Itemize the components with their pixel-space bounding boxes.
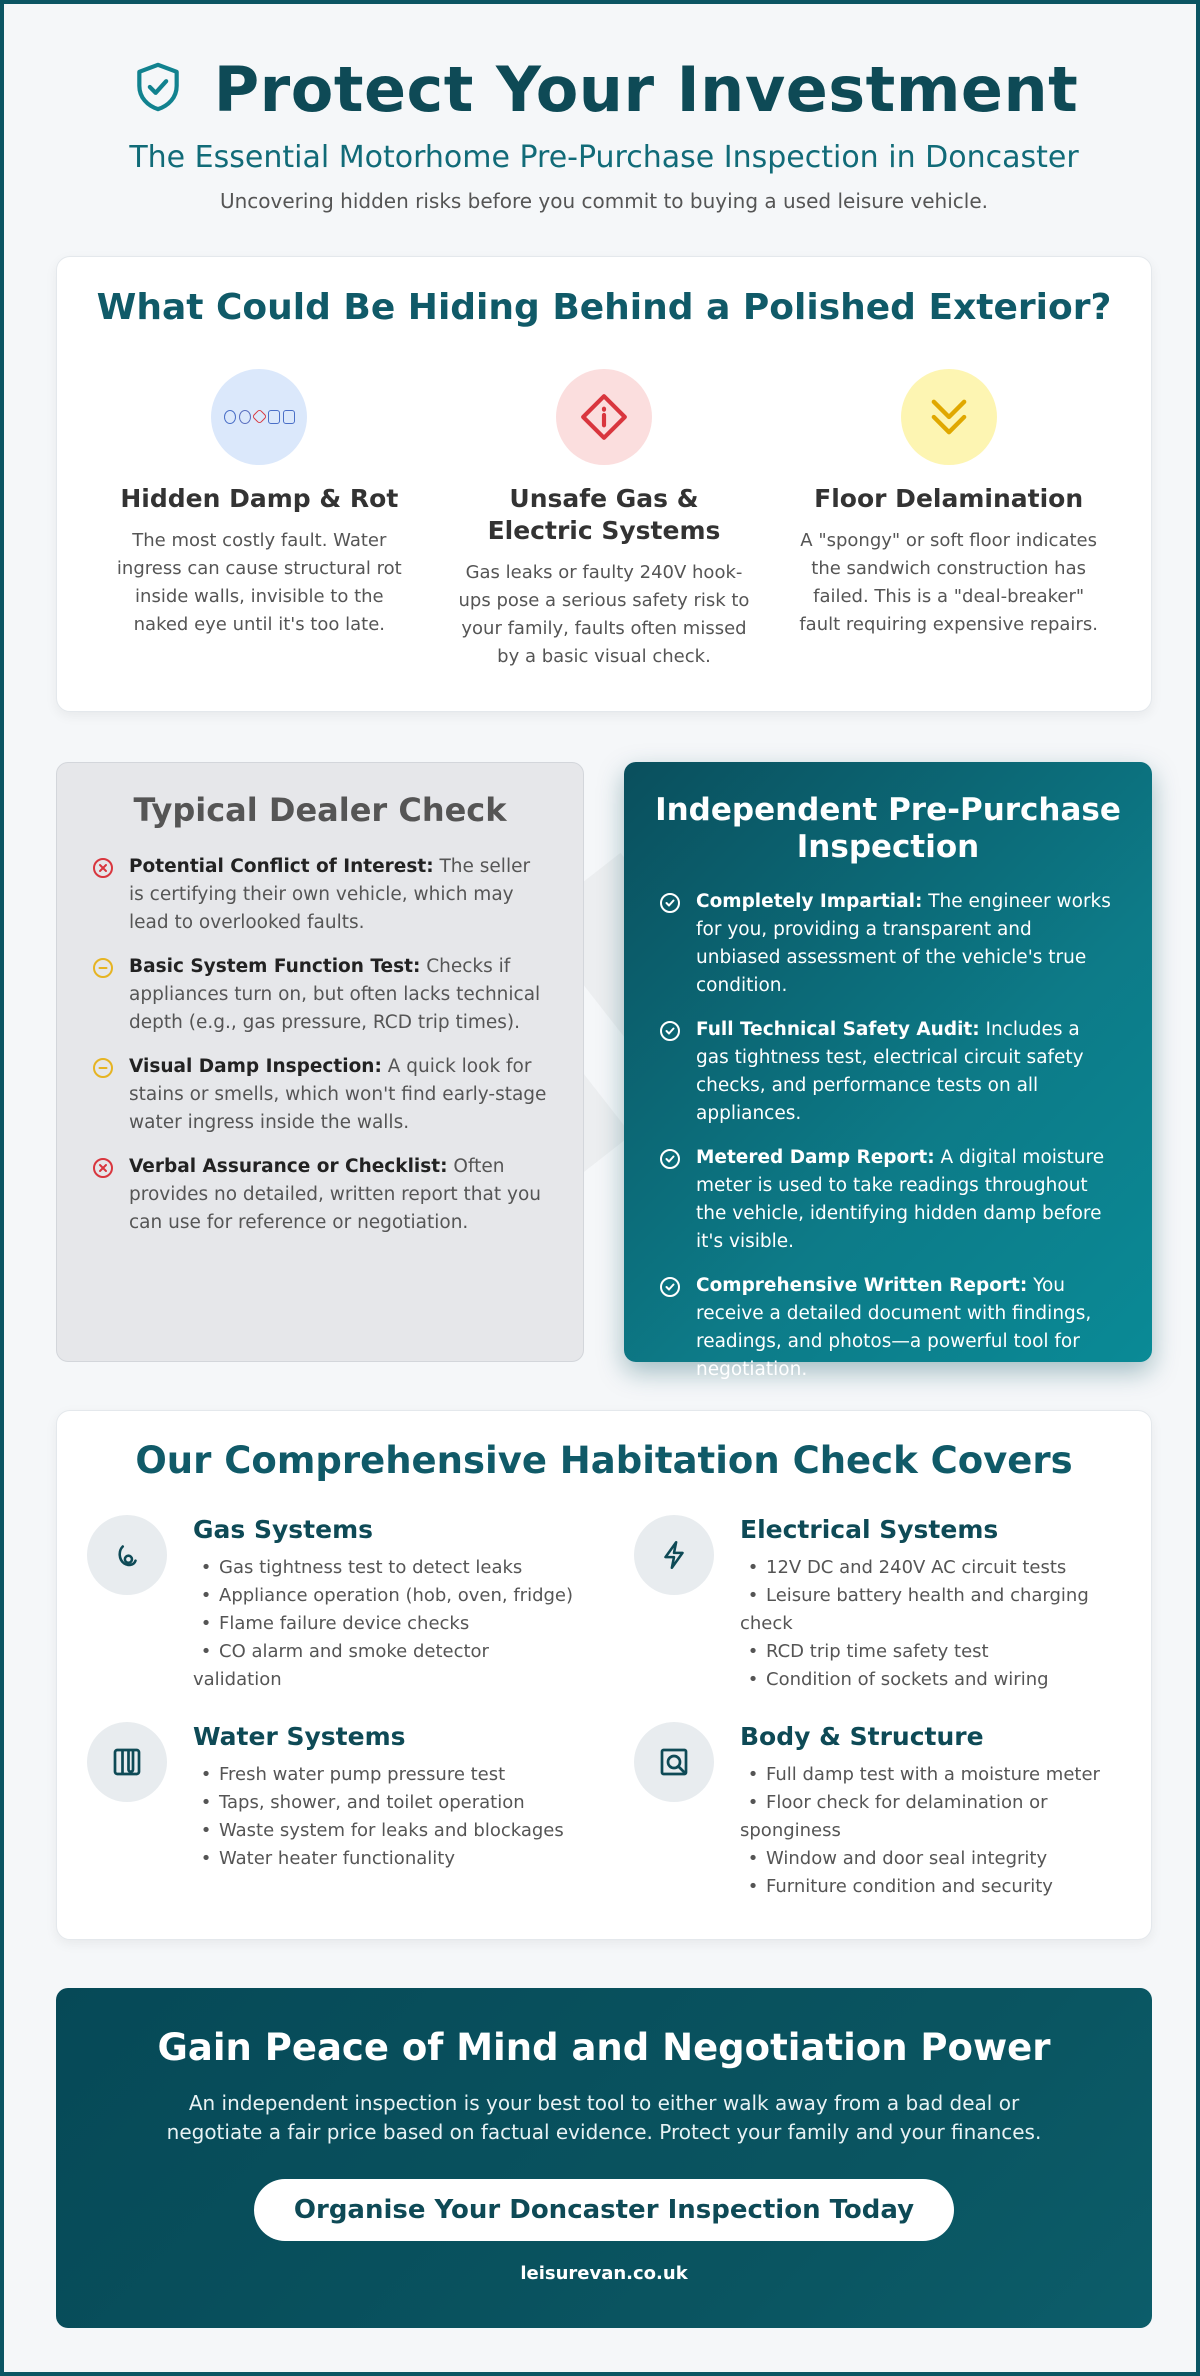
gas-flame-icon	[87, 1515, 167, 1595]
check-circle-icon	[658, 1147, 682, 1171]
coverage-item-title: Water Systems	[193, 1722, 406, 1751]
point-bold: Basic System Function Test:	[129, 956, 421, 977]
x-circle-icon	[91, 1156, 115, 1180]
minus-circle-icon	[91, 956, 115, 980]
risk-title: Unsafe Gas & Electric Systems	[487, 484, 721, 545]
page-title: Protect Your Investment	[213, 52, 1079, 126]
coverage-points	[740, 1761, 1127, 1901]
risk-text: Gas leaks or faulty 240V hook-ups pose a serious safety risk to your family, faults often missed by a basic visual check.	[458, 562, 750, 667]
check-circle-icon	[658, 1019, 682, 1043]
point-bold: Potential Conflict of Interest:	[129, 856, 434, 877]
point-bold: Comprehensive Written Report:	[696, 1275, 1028, 1296]
document-icons	[211, 369, 307, 465]
coverage-point: • Full damp test with a moisture meter	[740, 1761, 1127, 1789]
coverage-title: Our Comprehensive Habitation Check Covers	[135, 1439, 1073, 1482]
coverage-point: • Leisure battery health and charging check	[740, 1582, 1127, 1638]
cta-section	[56, 1988, 1152, 2328]
coverage-item-title: Electrical Systems	[740, 1515, 999, 1544]
coverage-point: • CO alarm and smoke detector validation	[193, 1638, 580, 1694]
risk-title: Floor Delamination	[814, 484, 1084, 513]
website-link[interactable]: leisurevan.co.uk	[520, 2263, 688, 2284]
independent-inspection-panel	[624, 762, 1152, 1380]
risk-text: A "spongy" or soft floor indicates the sandwich construction has failed. This is a "deal-breaker" fault requiring expensive repairs.	[799, 530, 1098, 635]
coverage-point: • Floor check for delamination or sponginess	[740, 1789, 1127, 1845]
chevrons-down-icon	[901, 369, 997, 465]
check-circle-icon	[658, 1275, 682, 1299]
coverage-point: • Fresh water pump pressure test	[193, 1761, 564, 1789]
lightning-icon	[634, 1515, 714, 1595]
coverage-point: • Appliance operation (hob, oven, fridge)	[193, 1582, 580, 1610]
coverage-item-title: Body & Structure	[740, 1722, 984, 1751]
coverage-item-electrical	[634, 1515, 1127, 1694]
coverage-item-body	[634, 1722, 1127, 1901]
dealer-point	[91, 1053, 549, 1137]
structure-frame-icon	[634, 1722, 714, 1802]
x-circle-icon	[91, 856, 115, 880]
coverage-item-water	[87, 1722, 580, 1901]
point-text: Often provides no detailed, written report that you can use for reference or negotiation.	[129, 1156, 541, 1233]
independent-title: Independent Pre-Purchase Inspection	[655, 792, 1121, 865]
risk-title: Hidden Damp & Rot	[120, 484, 399, 513]
point-text: A quick look for stains or smells, which won't find early-stage water ingress inside the walls.	[129, 1056, 547, 1133]
point-text: The seller is certifying their own vehicle, which may lead to overlooked faults.	[129, 856, 531, 933]
independent-point	[658, 1272, 1118, 1384]
point-text: You receive a detailed document with findings, readings, and photos—a powerful tool for negotiation.	[696, 1275, 1092, 1380]
coverage-point: • 12V DC and 240V AC circuit tests	[740, 1554, 1127, 1582]
point-bold: Full Technical Safety Audit:	[696, 1019, 980, 1040]
coverage-points	[740, 1554, 1127, 1694]
coverage-point: • Flame failure device checks	[193, 1610, 580, 1638]
coverage-point: • Furniture condition and security	[740, 1873, 1127, 1901]
coverage-point: • Taps, shower, and toilet operation	[193, 1789, 564, 1817]
point-text: Includes a gas tightness test, electrical circuit safety checks, and performance tests on all appliances.	[696, 1019, 1084, 1124]
water-tank-icon	[87, 1722, 167, 1802]
risk-text: The most costly fault. Water ingress can cause structural rot inside walls, invisible to the naked eye until it's too late.	[116, 530, 402, 635]
independent-point	[658, 1016, 1118, 1128]
cta-text: An independent inspection is your best tool to either walk away from a bad deal or negotiate a fair price based on factual evidence. Protect your family and your finances.	[166, 2091, 1042, 2144]
risks-list	[57, 369, 1151, 671]
coverage-point: • Gas tightness test to detect leaks	[193, 1554, 580, 1582]
independent-points	[624, 888, 1152, 1384]
point-text: The engineer works for you, providing a transparent and unbiased assessment of the vehicle's true condition.	[696, 891, 1111, 996]
coverage-point: • Condition of sockets and wiring	[740, 1666, 1127, 1694]
point-bold: Metered Damp Report:	[696, 1147, 935, 1168]
coverage-grid	[87, 1515, 1127, 1901]
point-bold: Verbal Assurance or Checklist:	[129, 1156, 448, 1177]
point-text: A digital moisture meter is used to take readings throughout the vehicle, identifying hidden damp before it's visible.	[696, 1147, 1105, 1252]
page-tagline: Uncovering hidden risks before you commit to buying a used leisure vehicle.	[219, 189, 989, 213]
point-bold: Visual Damp Inspection:	[129, 1056, 382, 1077]
title-row	[4, 52, 1200, 126]
cta-title: Gain Peace of Mind and Negotiation Power	[157, 2026, 1051, 2069]
minus-circle-icon	[91, 1056, 115, 1080]
warning-diamond-icon	[556, 369, 652, 465]
risk-item-gas-electric	[454, 369, 754, 671]
risk-item-floor	[799, 369, 1099, 671]
dealer-point	[91, 853, 549, 937]
dealer-point	[91, 1153, 549, 1237]
point-bold: Completely Impartial:	[696, 891, 923, 912]
coverage-item-title: Gas Systems	[193, 1515, 373, 1544]
organise-inspection-button[interactable]: Organise Your Doncaster Inspection Today	[254, 2179, 954, 2241]
point-text: Checks if appliances turn on, but often lacks technical depth (e.g., gas pressure, RCD trip times).	[129, 956, 541, 1033]
coverage-section	[56, 1410, 1152, 1940]
coverage-point: • Water heater functionality	[193, 1845, 564, 1873]
independent-point	[658, 888, 1118, 1000]
page-subtitle: The Essential Motorhome Pre-Purchase Inspection in Doncaster	[129, 140, 1079, 175]
coverage-point: • Waste system for leaks and blockages	[193, 1817, 564, 1845]
page-header	[4, 52, 1200, 213]
risks-section	[56, 256, 1152, 712]
dealer-points	[57, 853, 583, 1237]
dealer-title: Typical Dealer Check	[133, 791, 507, 829]
coverage-point: • Window and door seal integrity	[740, 1845, 1127, 1873]
independent-point	[658, 1144, 1118, 1256]
dealer-point	[91, 953, 549, 1037]
coverage-points	[193, 1761, 564, 1873]
risk-item-damp	[109, 369, 409, 671]
shield-check-icon	[130, 59, 186, 119]
check-circle-icon	[658, 891, 682, 915]
coverage-points	[193, 1554, 580, 1694]
dealer-check-panel	[56, 762, 584, 1362]
coverage-point: • RCD trip time safety test	[740, 1638, 1127, 1666]
coverage-item-gas	[87, 1515, 580, 1694]
risks-title: What Could Be Hiding Behind a Polished Exterior?	[96, 287, 1112, 328]
